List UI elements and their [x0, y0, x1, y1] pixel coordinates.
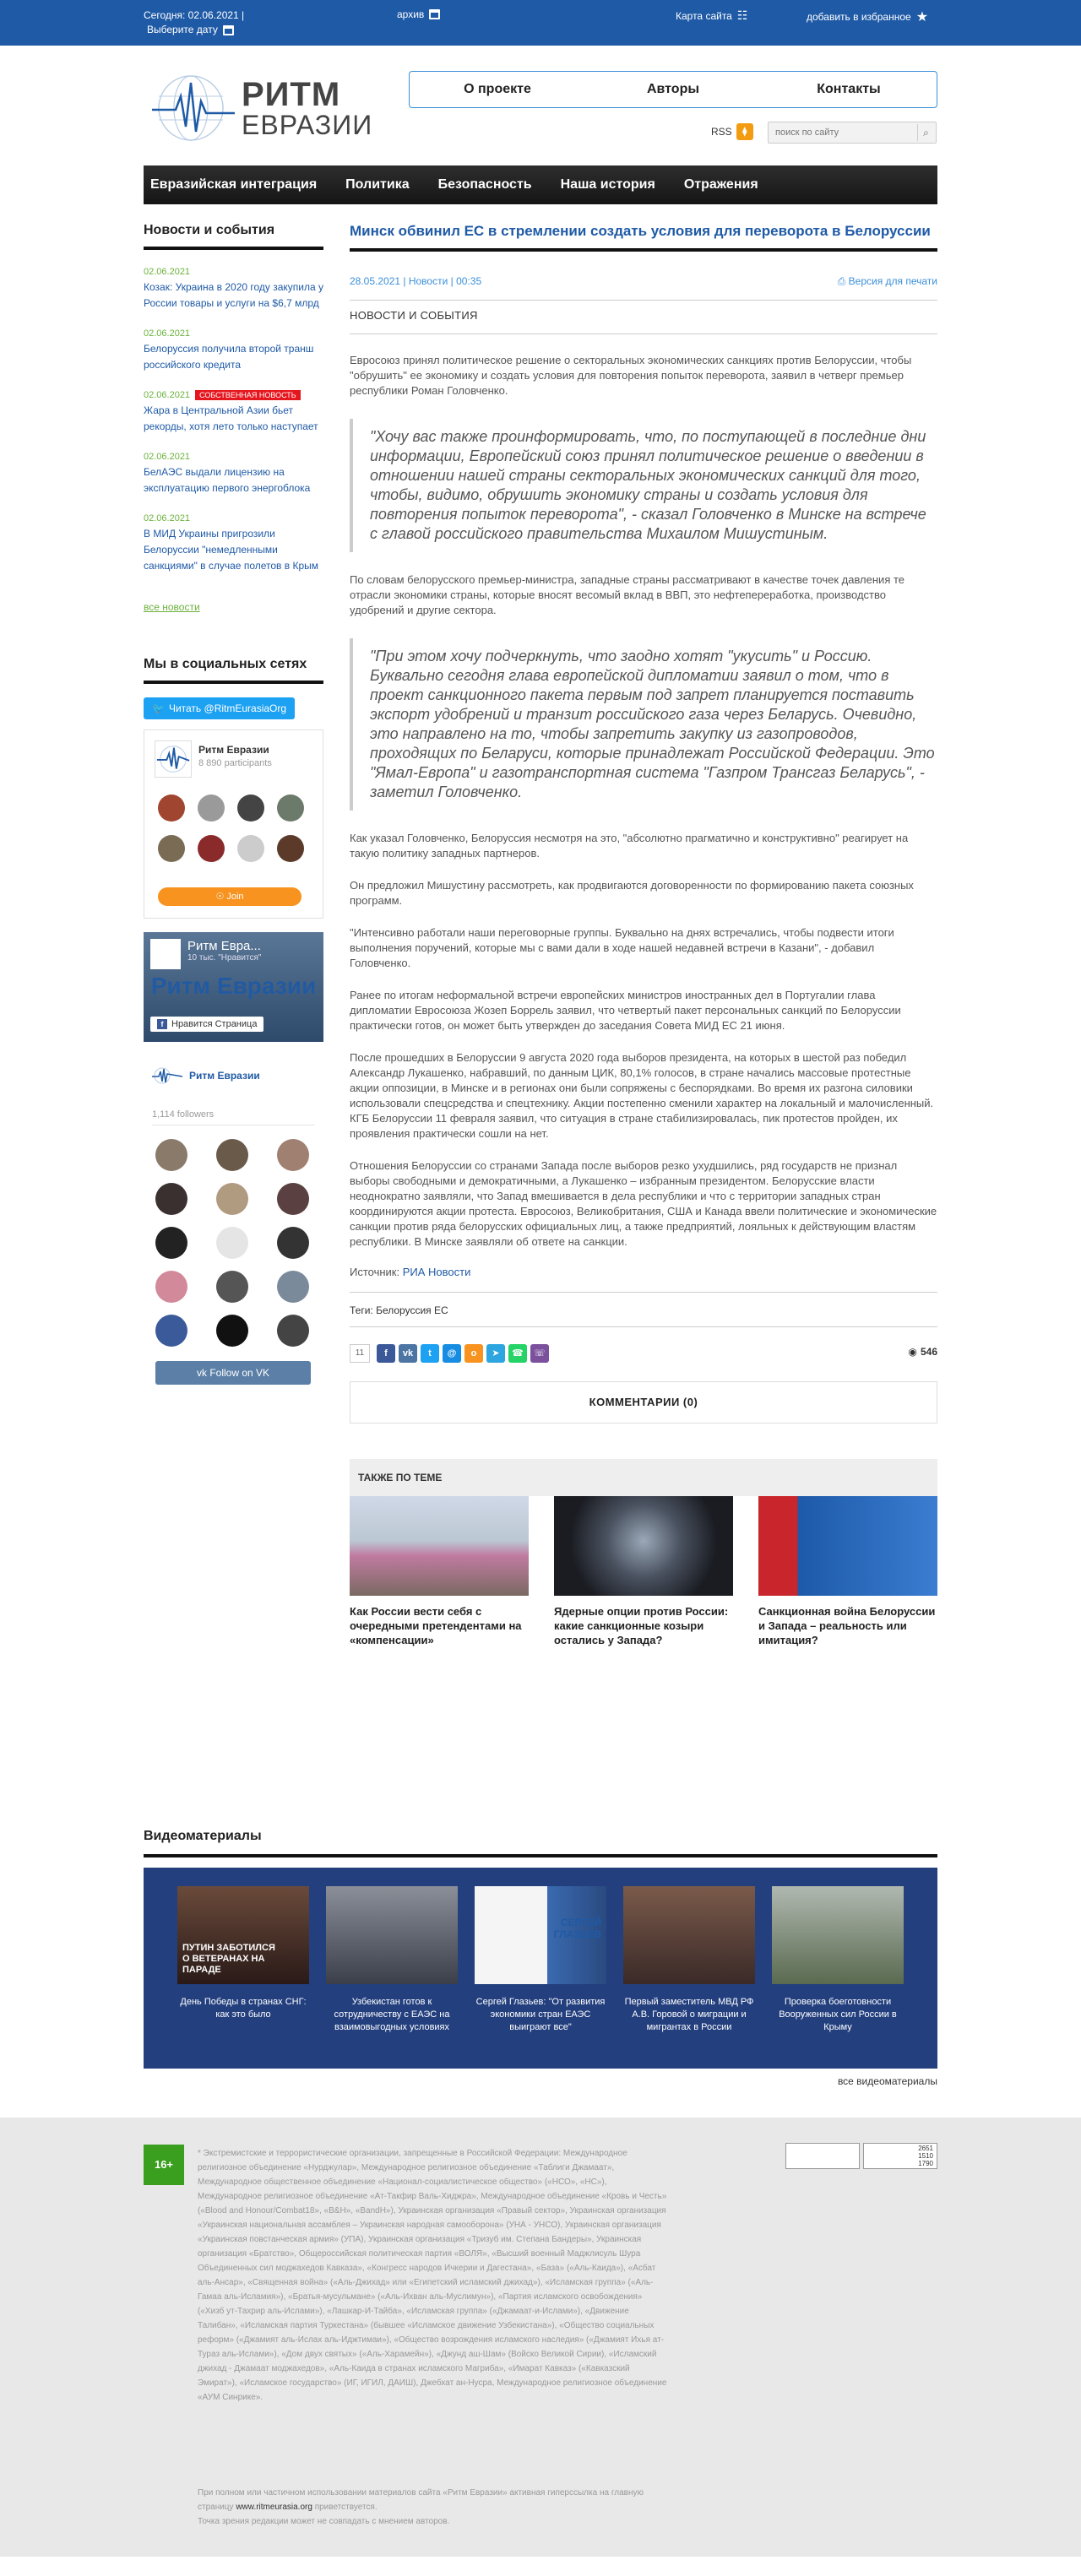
news-link[interactable]: БелАЭС выдали лицензию на эксплуатацию первого энергоблока	[144, 466, 311, 494]
facebook-widget	[144, 932, 323, 1042]
news-item	[144, 390, 323, 435]
ok-members	[155, 794, 312, 862]
news-date: 02.06.2021	[144, 513, 191, 523]
facebook-icon: f	[157, 1019, 167, 1029]
social-heading: Мы в социальных сетях	[144, 638, 323, 684]
news-link[interactable]: Жара в Центральной Азии бьет рекорды, хотя лето только наступает	[144, 404, 318, 432]
news-link[interactable]: Белоруссия получила второй транш российского кредита	[144, 343, 314, 371]
nav-reflections[interactable]: Отражения	[683, 177, 758, 192]
avatar[interactable]	[155, 1183, 187, 1215]
news-date: 02.06.2021	[144, 328, 191, 339]
ok-share-icon[interactable]: o	[464, 1344, 483, 1363]
avatar[interactable]	[216, 1139, 248, 1171]
vk-widget	[144, 1057, 323, 1389]
avatar[interactable]	[216, 1315, 248, 1347]
age-rating-badge: 16+	[144, 2145, 184, 2185]
footer	[0, 2118, 1081, 2557]
site-logo[interactable]	[152, 71, 372, 145]
vk-follow-button[interactable]	[155, 1361, 311, 1385]
vk-group-name[interactable]: Ритм Евразии	[189, 1070, 260, 1082]
vk-icon: vk	[196, 1367, 207, 1379]
video-item[interactable]	[177, 1886, 309, 2034]
paragraph: Ранее по итогам неформальной встречи европейских министров иностранных дел в Португалии глава дипломатии Евросоюза Жозеп Боррель заявил, что четвертый пакет персональных санкций по Белоруссии практически готов, он может быть утвержден до заседания Совета МИД ЕС 21 июня.	[350, 989, 901, 1032]
video-thumbnail[interactable]	[326, 1886, 458, 1984]
share-bar	[350, 1342, 937, 1364]
article-meta	[350, 275, 937, 288]
news-item	[144, 328, 323, 373]
article-section: НОВОСТИ И СОБЫТИЯ	[350, 300, 937, 334]
video-caption[interactable]: Сергей Глазьев: "От развития экономики стран ЕАЭС выиграют все"	[475, 1997, 606, 2032]
vk-share-icon[interactable]: vk	[399, 1344, 417, 1363]
rambler-counter[interactable]	[785, 2143, 860, 2169]
article-title: Минск обвинил ЕС в стремлении создать условия для переворота в Белоруссии	[350, 204, 937, 252]
source-label: Источник:	[350, 1266, 400, 1278]
globe-logo-icon	[155, 741, 191, 777]
video-thumbnail[interactable]	[623, 1886, 755, 1984]
calendar-icon	[429, 9, 440, 19]
related-title[interactable]: Как России вести себя с очередными претендентами на «компенсации»	[350, 1605, 522, 1646]
fb-like-label: Нравится Страница	[171, 1019, 258, 1029]
star-icon: ★	[915, 10, 929, 24]
logo-line2: ЕВРАЗИИ	[242, 110, 373, 140]
video-caption[interactable]: Узбекистан готов к сотрудничеству с ЕАЭС на взаимовыгодных условиях	[334, 1997, 450, 2032]
news-date-row	[144, 390, 323, 400]
avatar[interactable]	[237, 835, 264, 862]
choose-date-button[interactable]	[147, 23, 234, 37]
date-block	[144, 8, 244, 37]
search-icon[interactable]: ⌕	[917, 124, 934, 141]
paragraph: Отношения Белоруссии со странами Запада после выборов резко ухудшились, ряд государств не признал выборы свободными и демократичными, а Лукашенко – избранным президентом. Белорусские власти неоднократно заявляли, что Запад вмешивается в дела республики и что с территории западных стран координируются акции протеста. Евросоюз, Великобритания, США и Канада ввели политические и экономические санкции против ряда белорусских официальных лиц, а также предприятий, лояльных к действующим властям республики. В Минске заявляли об ответе на санкции.	[350, 1159, 937, 1248]
video-item[interactable]	[772, 1886, 904, 2034]
main-navigation	[144, 165, 937, 204]
avatar[interactable]	[155, 1139, 187, 1171]
add-favorites-link[interactable]	[807, 8, 928, 25]
archive-link[interactable]	[397, 8, 440, 20]
today-label: Сегодня: 02.06.2021 |	[144, 9, 245, 21]
news-date: 02.06.2021	[144, 452, 191, 462]
blockquote: "При этом хочу подчеркнуть, что заодно хотят "укусить" и Россию. Буквально сегодня глава европейской дипломатии заявил о том, что в проект санкционного пакета первым под запрет планируется поставить экспорт удобрений и транзит российского газа через Беларусь. Очевидно, это направлено на то, чтобы запретить закупку из газопроводов, проходящих по Беларуси, которые принадлежат Российской Федерации. Это "Ямал-Европа" и газотранспортная система "Газпром Трансгаз Беларусь", - заметил Головченко.	[350, 638, 937, 811]
print-label: Версия для печати	[848, 275, 937, 287]
top-navigation	[409, 71, 937, 108]
sidebar	[144, 204, 323, 1389]
video-caption[interactable]: Первый заместитель МВД РФ А.В. Горовой о миграции и мигрантах в России	[624, 1997, 754, 2032]
avatar[interactable]	[198, 835, 225, 862]
avatar[interactable]	[150, 939, 181, 969]
vk-follow-label: Follow on VK	[209, 1367, 270, 1379]
video-heading: Видеоматериалы	[144, 1829, 937, 1857]
twitter-follow-button[interactable]	[144, 697, 295, 719]
news-date: 02.06.2021	[144, 390, 191, 400]
vk-followers: 1,114 followers	[152, 1109, 315, 1125]
video-thumbnail[interactable]	[475, 1886, 606, 1984]
calendar-icon	[223, 25, 234, 35]
avatar[interactable]	[216, 1227, 248, 1259]
avatar[interactable]	[277, 1315, 309, 1347]
avatar[interactable]	[277, 835, 304, 862]
source	[350, 1265, 937, 1280]
news-link[interactable]: В МИД Украины пригрозили Белоруссии "немедленными санкциями" в случае полетов в Крым	[144, 528, 318, 572]
ok-join-button[interactable]	[158, 887, 301, 906]
all-news-link[interactable]: все новости	[144, 601, 200, 613]
source-link[interactable]: РИА Новости	[402, 1266, 471, 1278]
ok-participants: 8 890 participants	[198, 758, 272, 768]
printer-icon: ⎙	[837, 275, 846, 287]
fb-likes-count: 10 тыс. "Нравится"	[187, 953, 262, 963]
avatar[interactable]	[158, 794, 185, 822]
avatar[interactable]	[158, 835, 185, 862]
avatar[interactable]	[155, 1315, 187, 1347]
search-input[interactable]	[769, 122, 912, 143]
whatsapp-share-icon[interactable]: ☎	[508, 1344, 527, 1363]
article-tags[interactable]: Теги: Белоруссия ЕС	[350, 1292, 937, 1327]
news-item	[144, 513, 323, 574]
site-header	[144, 46, 937, 165]
avatar[interactable]	[216, 1183, 248, 1215]
exclusive-badge: СОБСТВЕННАЯ НОВОСТЬ	[195, 390, 301, 400]
choose-date-label: Выберите дату	[147, 24, 218, 35]
related-title[interactable]: Ядерные опции против России: какие санкционные козыри остались у Запада?	[554, 1605, 729, 1646]
avatar[interactable]	[198, 794, 225, 822]
comments-button[interactable]: КОММЕНТАРИИ (0)	[350, 1381, 937, 1424]
nav-about[interactable]: О проекте	[464, 82, 531, 96]
video-item[interactable]	[623, 1886, 755, 2034]
fb-cover-text: Ритм Евразии	[150, 973, 317, 999]
mail-share-icon[interactable]: @	[443, 1344, 461, 1363]
globe-logo-icon	[152, 71, 235, 145]
fb-page-name[interactable]: Ритм Евра...	[187, 939, 261, 953]
sitemap-link[interactable]	[676, 8, 747, 23]
related-item[interactable]	[350, 1496, 529, 1647]
avatar[interactable]	[277, 1271, 309, 1303]
article-date-category[interactable]: 28.05.2021 | Новости | 00:35	[350, 275, 482, 287]
twitter-share-icon[interactable]: t	[421, 1344, 439, 1363]
views-counter	[908, 1346, 937, 1358]
eye-icon: ◉	[908, 1346, 917, 1358]
nav-contacts[interactable]: Контакты	[817, 82, 881, 96]
telegram-share-icon[interactable]: ➤	[486, 1344, 505, 1363]
group-avatar	[155, 740, 192, 778]
video-thumbnail[interactable]	[177, 1886, 309, 1984]
related-item[interactable]	[758, 1496, 937, 1647]
related-item[interactable]	[554, 1496, 733, 1647]
nav-authors[interactable]: Авторы	[646, 82, 699, 96]
favorites-label: добавить в избранное	[807, 11, 911, 23]
counters	[785, 2143, 937, 2169]
video-item[interactable]	[475, 1886, 606, 2034]
vk-members	[152, 1139, 315, 1347]
nav-our-history[interactable]: Наша история	[560, 177, 655, 192]
fb-like-page-button[interactable]	[150, 1017, 263, 1032]
archive-label: архив	[397, 8, 425, 20]
nav-security[interactable]: Безопасность	[437, 177, 532, 192]
avatar[interactable]	[155, 1271, 187, 1303]
sitemap-label: Карта сайта	[676, 9, 732, 22]
twitter-bird-icon: 🐦	[152, 702, 165, 714]
all-videos-link[interactable]: все видеоматериалы	[837, 2075, 937, 2087]
sitemap-icon: ☷	[736, 8, 748, 22]
liveinternet-counter[interactable]: 2651 1510 1790	[863, 2143, 937, 2169]
paragraph: После прошедших в Белоруссии 9 августа 2020 года выборов президента, на которых в шестой раз победил Александр Лукашенко, набравший, по данным ЦИК, 80,1% голосов, в стране начались массовые протестные акции оппозиции, в Минске и в регионах они были сопряжены с беспорядками. Во время их разгона силовики использовали спецсредства и спецтехнику. Акции постепенно сменили характер на локальный и малочисленный. КГБ Белоруссии 11 февраля заявил, что ситуация в стране стабилизировалась, пик протестов пройден, их проявления практически сошли на нет.	[350, 1051, 934, 1140]
globe-logo-icon	[152, 1066, 182, 1086]
print-version-link[interactable]	[838, 275, 937, 288]
video-thumbnail[interactable]	[772, 1886, 904, 1984]
video-overlay-text: ПУТИН ЗАБОТИЛСЯ О ВЕТЕРАНАХ НА ПАРАДЕ	[182, 1943, 275, 1975]
blockquote: "Хочу вас также проинформировать, что, по поступающей в последние дни информации, Европейский союз принял политическое решение о введении в отношении нашей страны секторальных экономических санкций для того, чтобы, видимо, обрушить экономику страны и создать условия для повторения попыток переворота", - сказал Головченко в Минске на встрече с главой российского правительства Михаилом Мишустиным.	[350, 419, 937, 552]
news-item	[144, 267, 323, 312]
paragraph: "Интенсивно работали наши переговорные группы. Буквально на днях встречались, чтобы подвести итоги выполнения поручений, которые мы с вами дали в ходе нашей недавней встречи в Казани", - добавил Головченко.	[350, 926, 894, 969]
rss-link[interactable]	[711, 123, 753, 140]
note-text: приветствуется.	[314, 2503, 378, 2512]
related-heading: ТАКЖЕ ПО ТЕМЕ	[350, 1459, 937, 1496]
rss-label: RSS	[711, 126, 732, 138]
video-section	[144, 1868, 937, 2069]
avatar[interactable]	[277, 1227, 309, 1259]
related-image[interactable]	[758, 1496, 937, 1596]
nav-politics[interactable]: Политика	[345, 177, 410, 192]
facebook-share-icon[interactable]: f	[377, 1344, 395, 1363]
banned-organizations-text: * Экстремистские и террористические организации, запрещенные в Российской Федерации: Международное религиозное объединение «Нурджулар», Международное религиозное объединение «Таблиги Джамаат», Международное общественное объединение «Национал-социалистическое общество» («НСО», «НС»), Международное религиозное объединение «Ат-Такфир Валь-Хиджра», Международное объединение «Кровь и Честь» («Blood and Honour/Combat18», «B&H», «BandH»), Украинская организация «Правый сектор», Украинская организация «Украинская национальная ассамблея – Украинская народная самооборона» (УНА - УНСО), Украинская организация «Украинская повстанческая армия» (УПА), Украинская организация «Тризуб им. Степана Бандеры», Украинская организация «Братство», Общероссийская политическая партия «ВОЛЯ», «Высший военный Маджлисуль Шура Объединенных сил моджахедов Кавказа», «Конгресс народов Ичкерии и Дагестана», «База» («Аль-Каида»), «Асбат аль-Ансар», «Священная война» («Аль-Джихад» или «Египетский исламский джихад»), «Исламская группа» («Аль-Гамаа аль-Исламия»), «Братья-мусульмане» («Аль-Ихван аль-Муслимун»), «Партия исламского освобождения» («Хизб ут-Тахрир аль-Ислами»), «Лашкар-И-Тайба», «Исламская группа» («Джамаат-и-Ислами»), «Движение Талибан», «Исламская партия Туркестана» (бывшее «Исламское движение Узбекистана»), «Общество социальных реформ» («Джамият аль-Ислах аль-Иджтимаи»), «Общество возрождения исламского наследия» («Джамият Ихья ат-Тураз аль-Ислами»), «Дом двух святых» («Аль-Харамейн»), «Джунд аш-Шам» (Войско Великой Сирии), «Исламский джихад - Джамаат моджахедов», «Аль-Каида в странах исламского Магриба», «Имарат Кавказ» («Кавказский Эмират»), «Исламское государство» (ИГ, ИГИЛ, ДАИШ), Джебхат ан-Нусра, Международное религиозное объединение «АУМ Синрике».	[198, 2149, 667, 2402]
article	[350, 204, 937, 1647]
paragraph: Как указал Головченко, Белоруссия несмотря на это, "абсолютно прагматично и конструктивно" реагирует на такую политику западных партнеров.	[350, 832, 909, 860]
rss-icon: ⧫	[736, 123, 753, 140]
avatar[interactable]	[155, 1227, 187, 1259]
paragraph: Он предложил Мишустину рассмотреть, как продвигаются договоренности по формированию пакета союзных программ.	[350, 879, 914, 907]
logo-line1: РИТМ	[242, 76, 341, 113]
copyright-note	[198, 2486, 671, 2529]
avatar[interactable]	[216, 1271, 248, 1303]
news-date: 02.06.2021	[144, 267, 191, 277]
video-caption[interactable]: День Победы в странах СНГ: как это было	[180, 1997, 307, 2020]
video-item[interactable]	[326, 1886, 458, 2034]
nav-eurasian-integration[interactable]: Евразийская интеграция	[150, 177, 318, 192]
article-body	[350, 353, 937, 1280]
related-list	[350, 1496, 937, 1647]
related-title[interactable]: Санкционная война Белоруссии и Запада – реальность или имитация?	[758, 1605, 936, 1646]
related-image[interactable]	[350, 1496, 529, 1596]
avatar[interactable]	[277, 1139, 309, 1171]
note-text: При полном или частичном использовании материалов сайта «Ритм Евразии» активная гиперссылка на главную страницу	[198, 2488, 644, 2512]
top-bar	[0, 0, 1081, 46]
views-count: 546	[920, 1346, 937, 1358]
news-item	[144, 452, 323, 496]
join-label: Join	[226, 892, 244, 902]
related-image[interactable]	[554, 1496, 733, 1596]
share-count: 11	[350, 1344, 370, 1363]
viber-share-icon[interactable]: ☏	[530, 1344, 549, 1363]
site-link[interactable]: www.ritmeurasia.org	[236, 2503, 312, 2512]
ok-icon: ☉	[215, 892, 225, 902]
note-text: Точка зрения редакции может не совпадать с мнением авторов.	[198, 2517, 450, 2526]
search-box	[768, 122, 937, 144]
twitter-label: Читать @RitmEurasiaOrg	[168, 702, 287, 714]
ok-widget	[144, 729, 323, 919]
video-overlay-text: СЕРГЕЙ ГЛАЗЬЕВ	[553, 1917, 601, 1940]
news-link[interactable]: Козак: Украина в 2020 году закупила у России товары и услуги на $6,7 млрд	[144, 281, 324, 309]
avatar[interactable]	[277, 794, 304, 822]
news-heading: Новости и события	[144, 204, 323, 250]
avatar[interactable]	[237, 794, 264, 822]
paragraph: По словам белорусского премьер-министра, западные страны рассматривают в качестве точек давления те отрасли экономики страны, которые вносят весомый вклад в ВВП, это нефтепереработка, производство удобрений и другие сектора.	[350, 573, 905, 616]
ok-group-name: Ритм Евразии	[198, 744, 269, 756]
avatar[interactable]	[277, 1183, 309, 1215]
paragraph: Евросоюз принял политическое решение о секторальных экономических санкциях против Белоруссии, чтобы "обрушить" ее экономику и создать условия для повторения попыток переворота, заявил в четверг премьер республики Роман Головченко.	[350, 354, 912, 397]
video-caption[interactable]: Проверка боеготовности Вооруженных сил России в Крыму	[779, 1997, 897, 2032]
